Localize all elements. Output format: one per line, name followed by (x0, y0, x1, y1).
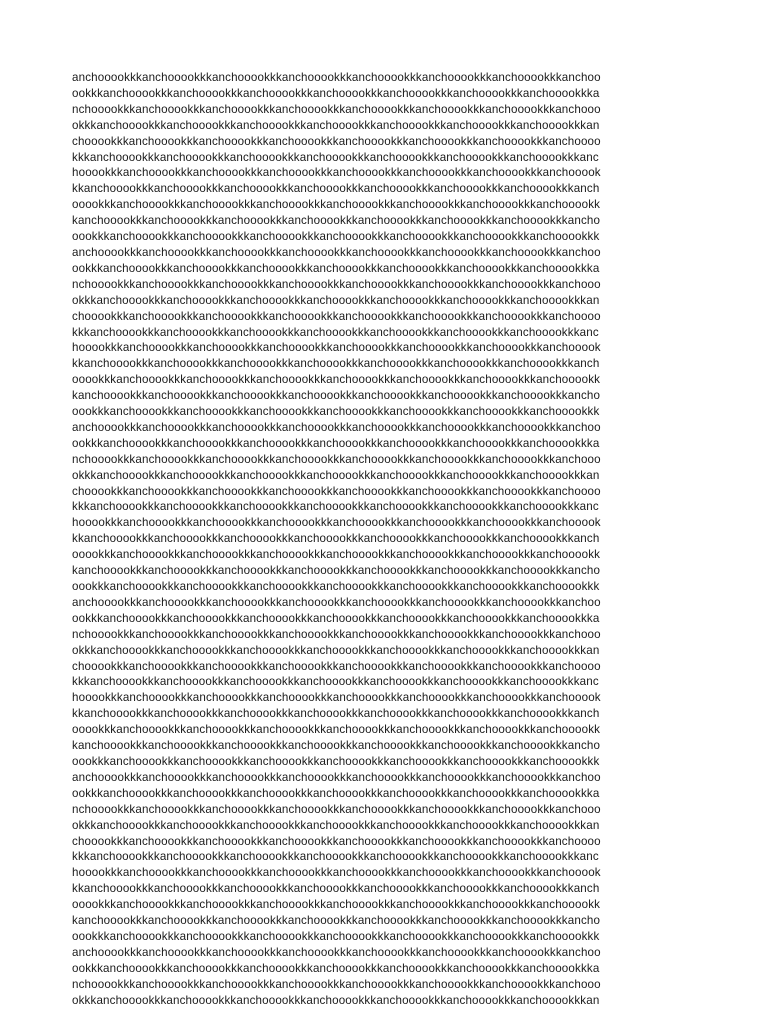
text-line: kkkanchooookkkanchooookkkanchooookkkanchooookkkanchooookkkanchooookkkanchooookkkanc (72, 500, 599, 514)
text-line: hooookkkanchooookkkanchooookkkanchooookkkanchooookkkanchooookkkanchooookkkanchooook (72, 866, 601, 880)
text-line: anchooookkkanchooookkkanchooookkkanchooookkkanchooookkkanchooookkkanchooookkkanchoo (72, 770, 601, 784)
text-line: ooookkkanchooookkkanchooookkkanchooookkkanchooookkkanchooookkkanchooookkkanchooookk (72, 548, 601, 562)
text-line: chooookkkanchooookkkanchooookkkanchooookkkanchooookkkanchooookkkanchooookkkanchoooo (72, 309, 601, 323)
text-line: kkanchooookkkanchooookkkanchooookkkanchooookkkanchooookkkanchooookkkanchooookkkanch (72, 532, 600, 546)
text-line: nchooookkkanchooookkkanchooookkkanchooookkkanchooookkkanchooookkkanchooookkkanchooo (72, 102, 601, 116)
document-page (72, 70, 698, 1008)
text-line: oookkkanchooookkkanchooookkkanchooookkkanchooookkkanchooookkkanchooookkkanchooookkk (72, 580, 600, 593)
text-line: kkkanchooookkkanchooookkkanchooookkkanchooookkkanchooookkkanchooookkkanchooookkkanc (72, 675, 599, 689)
text-line: kanchooookkkanchooookkkanchooookkkanchooookkkanchooookkkanchooookkkanchooookkkancho (72, 739, 601, 753)
text-line: ookkkanchooookkkanchooookkkanchooookkkanchooookkkanchooookkkanchooookkkanchooookkka (72, 611, 600, 625)
text-line: kanchooookkkanchooookkkanchooookkkanchooookkkanchooookkkanchooookkkanchooookkkancho (72, 214, 601, 228)
text-line: hooookkkanchooookkkanchooookkkanchooookkkanchooookkkanchooookkkanchooookkkanchooook (72, 341, 601, 355)
text-line: hooookkkanchooookkkanchooookkkanchooookkkanchooookkkanchooookkkanchooookkkanchooook (72, 166, 601, 180)
text-line: nchooookkkanchooookkkanchooookkkanchooookkkanchooookkkanchooookkkanchooookkkanchooo (72, 802, 601, 816)
text-line: ooookkkanchooookkkanchooookkkanchooookkkanchooookkkanchooookkkanchooookkkanchooookk (72, 373, 601, 387)
text-line: ooookkkanchooookkkanchooookkkanchooookkkanchooookkkanchooookkkanchooookkkanchooookk (72, 898, 601, 912)
text-line: oookkkanchooookkkanchooookkkanchooookkkanchooookkkanchooookkkanchooookkkanchooookkk (72, 230, 600, 244)
text-line: ookkkanchooookkkanchooookkkanchooookkkanchooookkkanchooookkkanchooookkkanchooookkka (72, 961, 600, 975)
text-line: oookkkanchooookkkanchooookkkanchooookkkanchooookkkanchooookkkanchooookkkanchooookkk (72, 405, 600, 419)
text-line: kkanchooookkkanchooookkkanchooookkkanchooookkkanchooookkkanchooookkkanchooookkkanch (72, 182, 600, 196)
text-line: ooookkkanchooookkkanchooookkkanchooookkkanchooookkkanchooookkkanchooookkkanchooookk (72, 723, 601, 737)
text-line: kkkanchooookkkanchooookkkanchooookkkanchooookkkanchooookkkanchooookkkanchooookkkanc (72, 850, 599, 864)
text-line: ookkkanchooookkkanchooookkkanchooookkkanchooookkkanchooookkkanchooookkkanchooookkka (72, 261, 600, 275)
text-line: okkkanchooookkkanchooookkkanchooookkkanchooookkkanchooookkkanchooookkkanchooookkkan (72, 993, 600, 1007)
text-line: okkkanchooookkkanchooookkkanchooookkkanchooookkkanchooookkkanchooookkkanchooookkkan (72, 118, 600, 132)
text-line: okkkanchooookkkanchooookkkanchooookkkanchooookkkanchooookkkanchooookkkanchooookkkan (72, 643, 600, 657)
text-line: ooookkkanchooookkkanchooookkkanchooookkkanchooookkkanchooookkkanchooookkkanchooookk (72, 198, 601, 212)
text-line: nchooookkkanchooookkkanchooookkkanchooookkkanchooookkkanchooookkkanchooookkkanchooo (72, 452, 601, 466)
text-line: anchooookkkanchooookkkanchooookkkanchooookkkanchooookkkanchooookkkanchooookkkanchoo (72, 420, 601, 434)
text-line: okkkanchooookkkanchooookkkanchooookkkanchooookkkanchooookkkanchooookkkanchooookkkan (72, 293, 600, 307)
text-line: anchooookkkanchooookkkanchooookkkanchooookkkanchooookkkanchooookkkanchooookkkanchoo (72, 245, 601, 259)
text-line: ookkkanchooookkkanchooookkkanchooookkkanchooookkkanchooookkkanchooookkkanchooookkka (72, 86, 600, 100)
text-line: chooookkkanchooookkkanchooookkkanchooookkkanchooookkkanchooookkkanchooookkkanchoooo (72, 659, 601, 673)
text-line: kkkanchooookkkanchooookkkanchooookkkanchooookkkanchooookkkanchooookkkanchooookkkanc (72, 150, 599, 164)
text-line: kkanchooookkkanchooookkkanchooookkkanchooookkkanchooookkkanchooookkkanchooookkkanch (72, 707, 600, 721)
text-line: kkkanchooookkkanchooookkkanchooookkkanchooookkkanchooookkkanchooookkkanchooookkkanc (72, 325, 599, 339)
text-line: hooookkkanchooookkkanchooookkkanchooookkkanchooookkkanchooookkkanchooookkkanchooook (72, 691, 601, 705)
text-line: okkkanchooookkkanchooookkkanchooookkkanchooookkkanchooookkkanchooookkkanchooookkkan (72, 818, 600, 832)
text-line: anchooookkkanchooookkkanchooookkkanchooookkkanchooookkkanchooookkkanchooookkkanchoo (72, 71, 601, 84)
text-line: hooookkkanchooookkkanchooookkkanchooookkkanchooookkkanchooookkkanchooookkkanchooook (72, 516, 601, 530)
text-line: chooookkkanchooookkkanchooookkkanchooookkkanchooookkkanchooookkkanchooookkkanchoooo (72, 484, 601, 498)
text-line: nchooookkkanchooookkkanchooookkkanchooookkkanchooookkkanchooookkkanchooookkkanchooo (72, 277, 601, 291)
text-line: kkanchooookkkanchooookkkanchooookkkanchooookkkanchooookkkanchooookkkanchooookkkanch (72, 357, 600, 371)
text-line: oookkkanchooookkkanchooookkkanchooookkkanchooookkkanchooookkkanchooookkkanchooookkk (72, 929, 600, 943)
text-line: kanchooookkkanchooookkkanchooookkkanchooookkkanchooookkkanchooookkkanchooookkkancho (72, 389, 601, 403)
text-line: oookkkanchooookkkanchooookkkanchooookkkanchooookkkanchooookkkanchooookkkanchooookkk (72, 754, 600, 768)
text-line: anchooookkkanchooookkkanchooookkkanchooookkkanchooookkkanchooookkkanchooookkkanchoo (72, 945, 601, 959)
text-line: kanchooookkkanchooookkkanchooookkkanchooookkkanchooookkkanchooookkkanchooookkkancho (72, 564, 601, 578)
text-line: anchooookkkanchooookkkanchooookkkanchooookkkanchooookkkanchooookkkanchooookkkanchoo (72, 595, 601, 609)
text-line: ookkkanchooookkkanchooookkkanchooookkkanchooookkkanchooookkkanchooookkkanchooookkka (72, 786, 600, 800)
text-line: nchooookkkanchooookkkanchooookkkanchooookkkanchooookkkanchooookkkanchooookkkanchooo (72, 627, 601, 641)
text-line: okkkanchooookkkanchooookkkanchooookkkanchooookkkanchooookkkanchooookkkanchooookkkan (72, 468, 600, 482)
text-line: ookkkanchooookkkanchooookkkanchooookkkanchooookkkanchooookkkanchooookkkanchooookkka (72, 436, 600, 450)
text-line: nchooookkkanchooookkkanchooookkkanchooookkkanchooookkkanchooookkkanchooookkkanchooo (72, 977, 601, 991)
text-line: kkanchooookkkanchooookkkanchooookkkanchooookkkanchooookkkanchooookkkanchooookkkanch (72, 882, 600, 896)
text-line: chooookkkanchooookkkanchooookkkanchooookkkanchooookkkanchooookkkanchooookkkanchoooo (72, 134, 601, 148)
text-line: kanchooookkkanchooookkkanchooookkkanchooookkkanchooookkkanchooookkkanchooookkkancho (72, 914, 601, 928)
text-line: chooookkkanchooookkkanchooookkkanchooookkkanchooookkkanchooookkkanchooookkkanchoooo (72, 834, 601, 848)
